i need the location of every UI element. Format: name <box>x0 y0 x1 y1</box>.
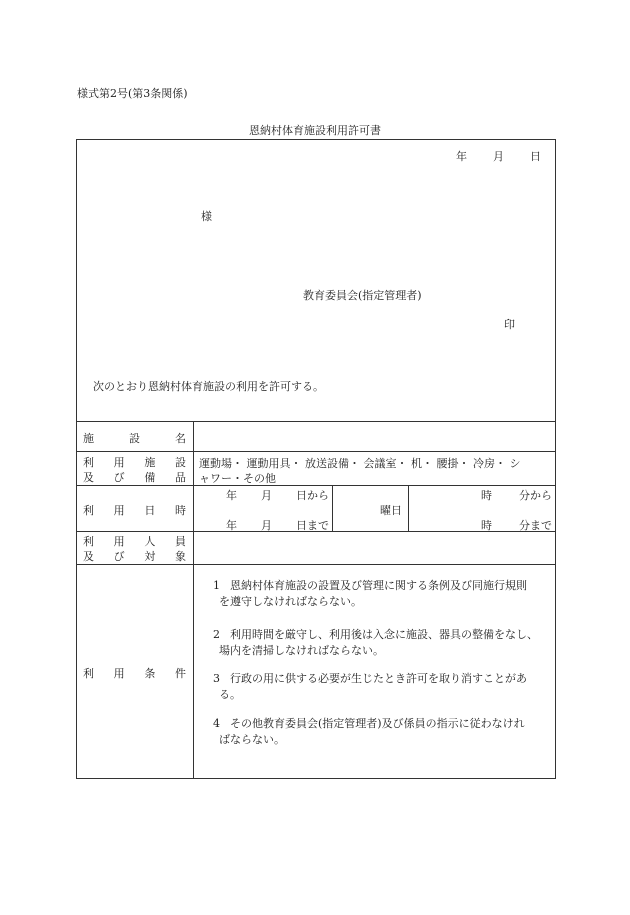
users-label-line1: 利 用 人 員 <box>83 535 186 548</box>
conditions-label: 利 用 条 件 <box>83 667 186 680</box>
end-minute: 分まで <box>519 519 552 532</box>
facility-name-label: 施 設 名 <box>83 432 186 445</box>
end-month: 月 <box>261 519 272 532</box>
seal-mark: 印 <box>504 318 515 331</box>
issuer-name: 教育委員会(指定管理者) <box>303 289 422 302</box>
end-year: 年 <box>226 519 237 532</box>
recipient-suffix: 様 <box>201 210 212 223</box>
end-hour: 時 <box>481 519 492 532</box>
condition-item: 1 恩納村体育施設の設置及び管理に関する条例及び同施行規則 を遵守しなければならない。 <box>213 579 527 608</box>
equipment-options-line2: ャワー・その他 <box>199 472 276 485</box>
condition-item: 3 行政の用に供する必要が生じたとき許可を取り消すことがあ る。 <box>213 672 527 701</box>
end-day: 日まで <box>296 519 329 532</box>
start-year: 年 <box>226 489 237 502</box>
weekday-label: 曜日 <box>380 504 402 517</box>
datetime-label: 利 用 日 時 <box>83 504 186 517</box>
equipment-label-line1: 利 用 施 設 <box>83 456 186 469</box>
condition-item: 2 利用時間を厳守し、利用後は入念に施設、器具の整備をなし、 場内を清掃しなければならない。 <box>213 628 538 657</box>
form-number-label: 様式第2号(第3条関係) <box>77 87 188 100</box>
start-day: 日から <box>296 489 329 502</box>
date-year: 年 <box>456 150 467 163</box>
users-label-line2: 及 び 対 象 <box>83 550 186 563</box>
equipment-label-line2: 及 び 備 品 <box>83 471 186 484</box>
permit-statement: 次のとおり恩納村体育施設の利用を許可する。 <box>93 380 324 393</box>
condition-item: 4 その他教育委員会(指定管理者)及び係員の指示に従わなけれ ばならない。 <box>213 717 525 746</box>
equipment-options-line1: 運動場・ 運動用具・ 放送設備・ 会議室・ 机・ 腰掛・ 冷房・ シ <box>199 457 521 470</box>
date-month: 月 <box>493 150 504 163</box>
date-day: 日 <box>530 150 541 163</box>
document-title: 恩納村体育施設利用許可書 <box>249 124 381 137</box>
start-hour: 時 <box>481 489 492 502</box>
start-minute: 分から <box>519 489 552 502</box>
start-month: 月 <box>261 489 272 502</box>
